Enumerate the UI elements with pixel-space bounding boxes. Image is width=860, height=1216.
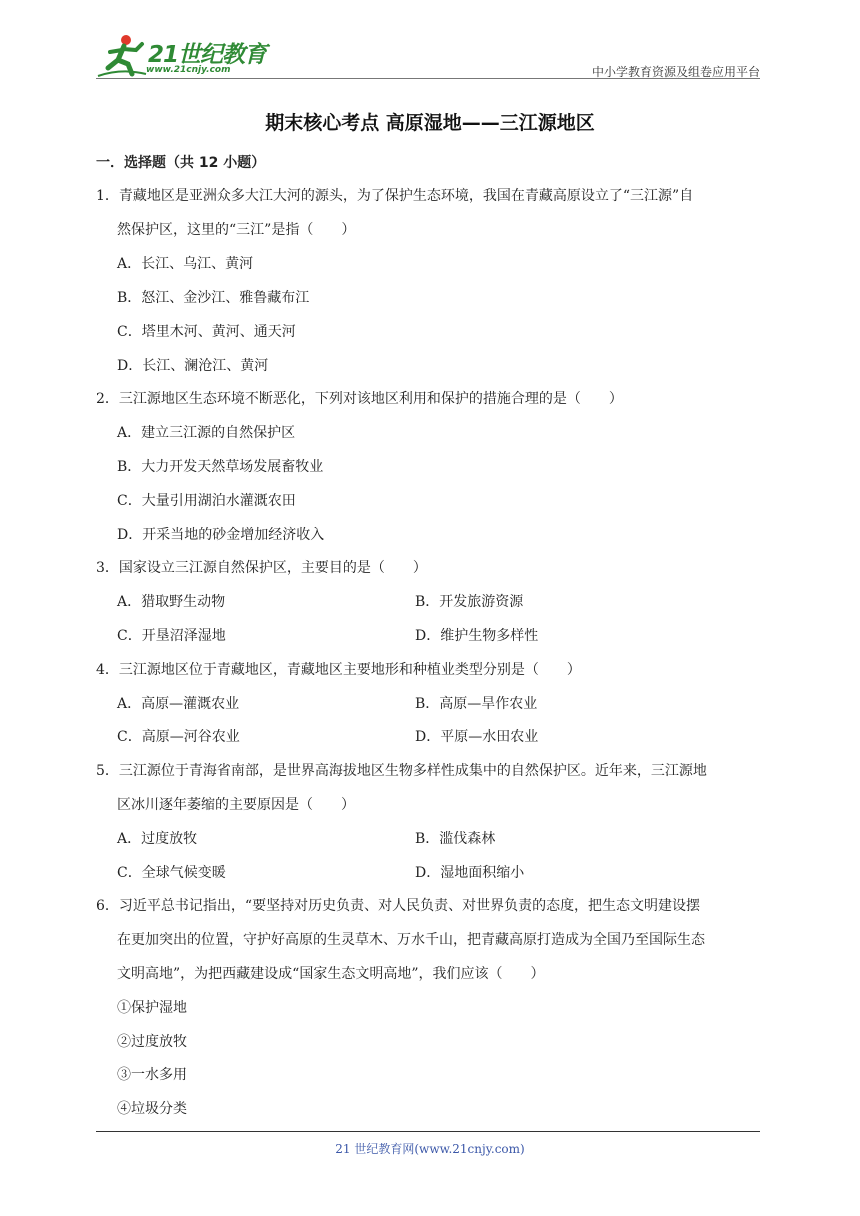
q1-stem-line1: 1．青藏地区是亚洲众多大江大河的源头，为了保护生态环境，我国在青藏高原设立了“三江源”自 xyxy=(96,188,694,204)
q6-stem-line3: 文明高地”，为把西藏建设成“国家生态文明高地”，我们应该（ ） xyxy=(117,966,545,982)
runner-icon xyxy=(96,32,148,78)
platform-name: 中小学教育资源及组卷应用平台 xyxy=(591,65,760,79)
q5-option-c: C．全球气候变暖 xyxy=(117,865,226,881)
logo-url: www.21cnjy.com xyxy=(146,65,231,75)
q6-stem-line2: 在更加突出的位置，守护好高原的生灵草木、万水千山，把青藏高原打造成为全国乃至国际生态 xyxy=(117,932,705,948)
q5-option-a: A．过度放牧 xyxy=(117,831,198,847)
q1-stem-line2: 然保护区，这里的“三江”是指（ ） xyxy=(117,222,356,238)
q4-option-c: C．高原—河谷农业 xyxy=(117,729,240,745)
q6-item-2: ②过度放牧 xyxy=(117,1034,187,1050)
q5-option-b: B．滥伐森林 xyxy=(415,831,496,847)
q2-option-c: C．大量引用湖泊水灌溉农田 xyxy=(117,493,296,509)
q6-stem-line1: 6．习近平总书记指出，“要坚持对历史负责、对人民负责、对世界负责的态度，把生态文明建设摆 xyxy=(96,898,701,914)
q5-option-d: D．湿地面积缩小 xyxy=(415,865,525,881)
q3-option-a: A．猎取野生动物 xyxy=(117,594,226,610)
q1-option-d: D．长江、澜沧江、黄河 xyxy=(117,358,269,374)
q1-option-a: A．长江、乌江、黄河 xyxy=(117,256,254,272)
q3-option-b: B．开发旅游资源 xyxy=(415,594,524,610)
q2-stem: 2．三江源地区生态环境不断恶化，下列对该地区利用和保护的措施合理的是（ ） xyxy=(96,391,623,407)
q4-option-b: B．高原—旱作农业 xyxy=(415,696,538,712)
q3-option-d: D．维护生物多样性 xyxy=(415,628,539,644)
q1-option-b: B．怒江、金沙江、雅鲁藏布江 xyxy=(117,290,310,306)
q6-item-4: ④垃圾分类 xyxy=(117,1101,187,1117)
page-title: 期末核心考点 高原湿地——三江源地区 xyxy=(265,112,595,134)
q1-option-c: C．塔里木河、黄河、通天河 xyxy=(117,324,296,340)
q3-stem: 3．国家设立三江源自然保护区，主要目的是（ ） xyxy=(96,560,427,576)
q2-option-d: D．开采当地的砂金增加经济收入 xyxy=(117,527,325,543)
q4-option-a: A．高原—灌溉农业 xyxy=(117,696,240,712)
q6-item-1: ①保护湿地 xyxy=(117,1000,187,1016)
logo-text: 21世纪教育 xyxy=(148,42,267,68)
q2-option-b: B．大力开发天然草场发展畜牧业 xyxy=(117,459,324,475)
q4-stem: 4．三江源地区位于青藏地区，青藏地区主要地形和种植业类型分别是（ ） xyxy=(96,662,581,678)
q5-stem-line2: 区冰川逐年萎缩的主要原因是（ ） xyxy=(117,797,355,813)
q5-stem-line1: 5．三江源位于青海省南部，是世界高海拔地区生物多样性成集中的自然保护区。近年来，三江源地 xyxy=(96,763,707,779)
q2-option-a: A．建立三江源的自然保护区 xyxy=(117,425,296,441)
page-footer: 21 世纪教育网(www.21cnjy.com) xyxy=(335,1142,525,1156)
footer-divider xyxy=(96,1131,760,1132)
site-logo xyxy=(96,32,276,78)
header-divider xyxy=(96,78,760,79)
q4-option-d: D．平原—水田农业 xyxy=(415,729,539,745)
page-header xyxy=(96,30,760,80)
section-heading: 一．选择题（共 12 小题） xyxy=(96,155,266,171)
q6-item-3: ③一水多用 xyxy=(117,1067,187,1083)
q3-option-c: C．开垦沼泽湿地 xyxy=(117,628,226,644)
